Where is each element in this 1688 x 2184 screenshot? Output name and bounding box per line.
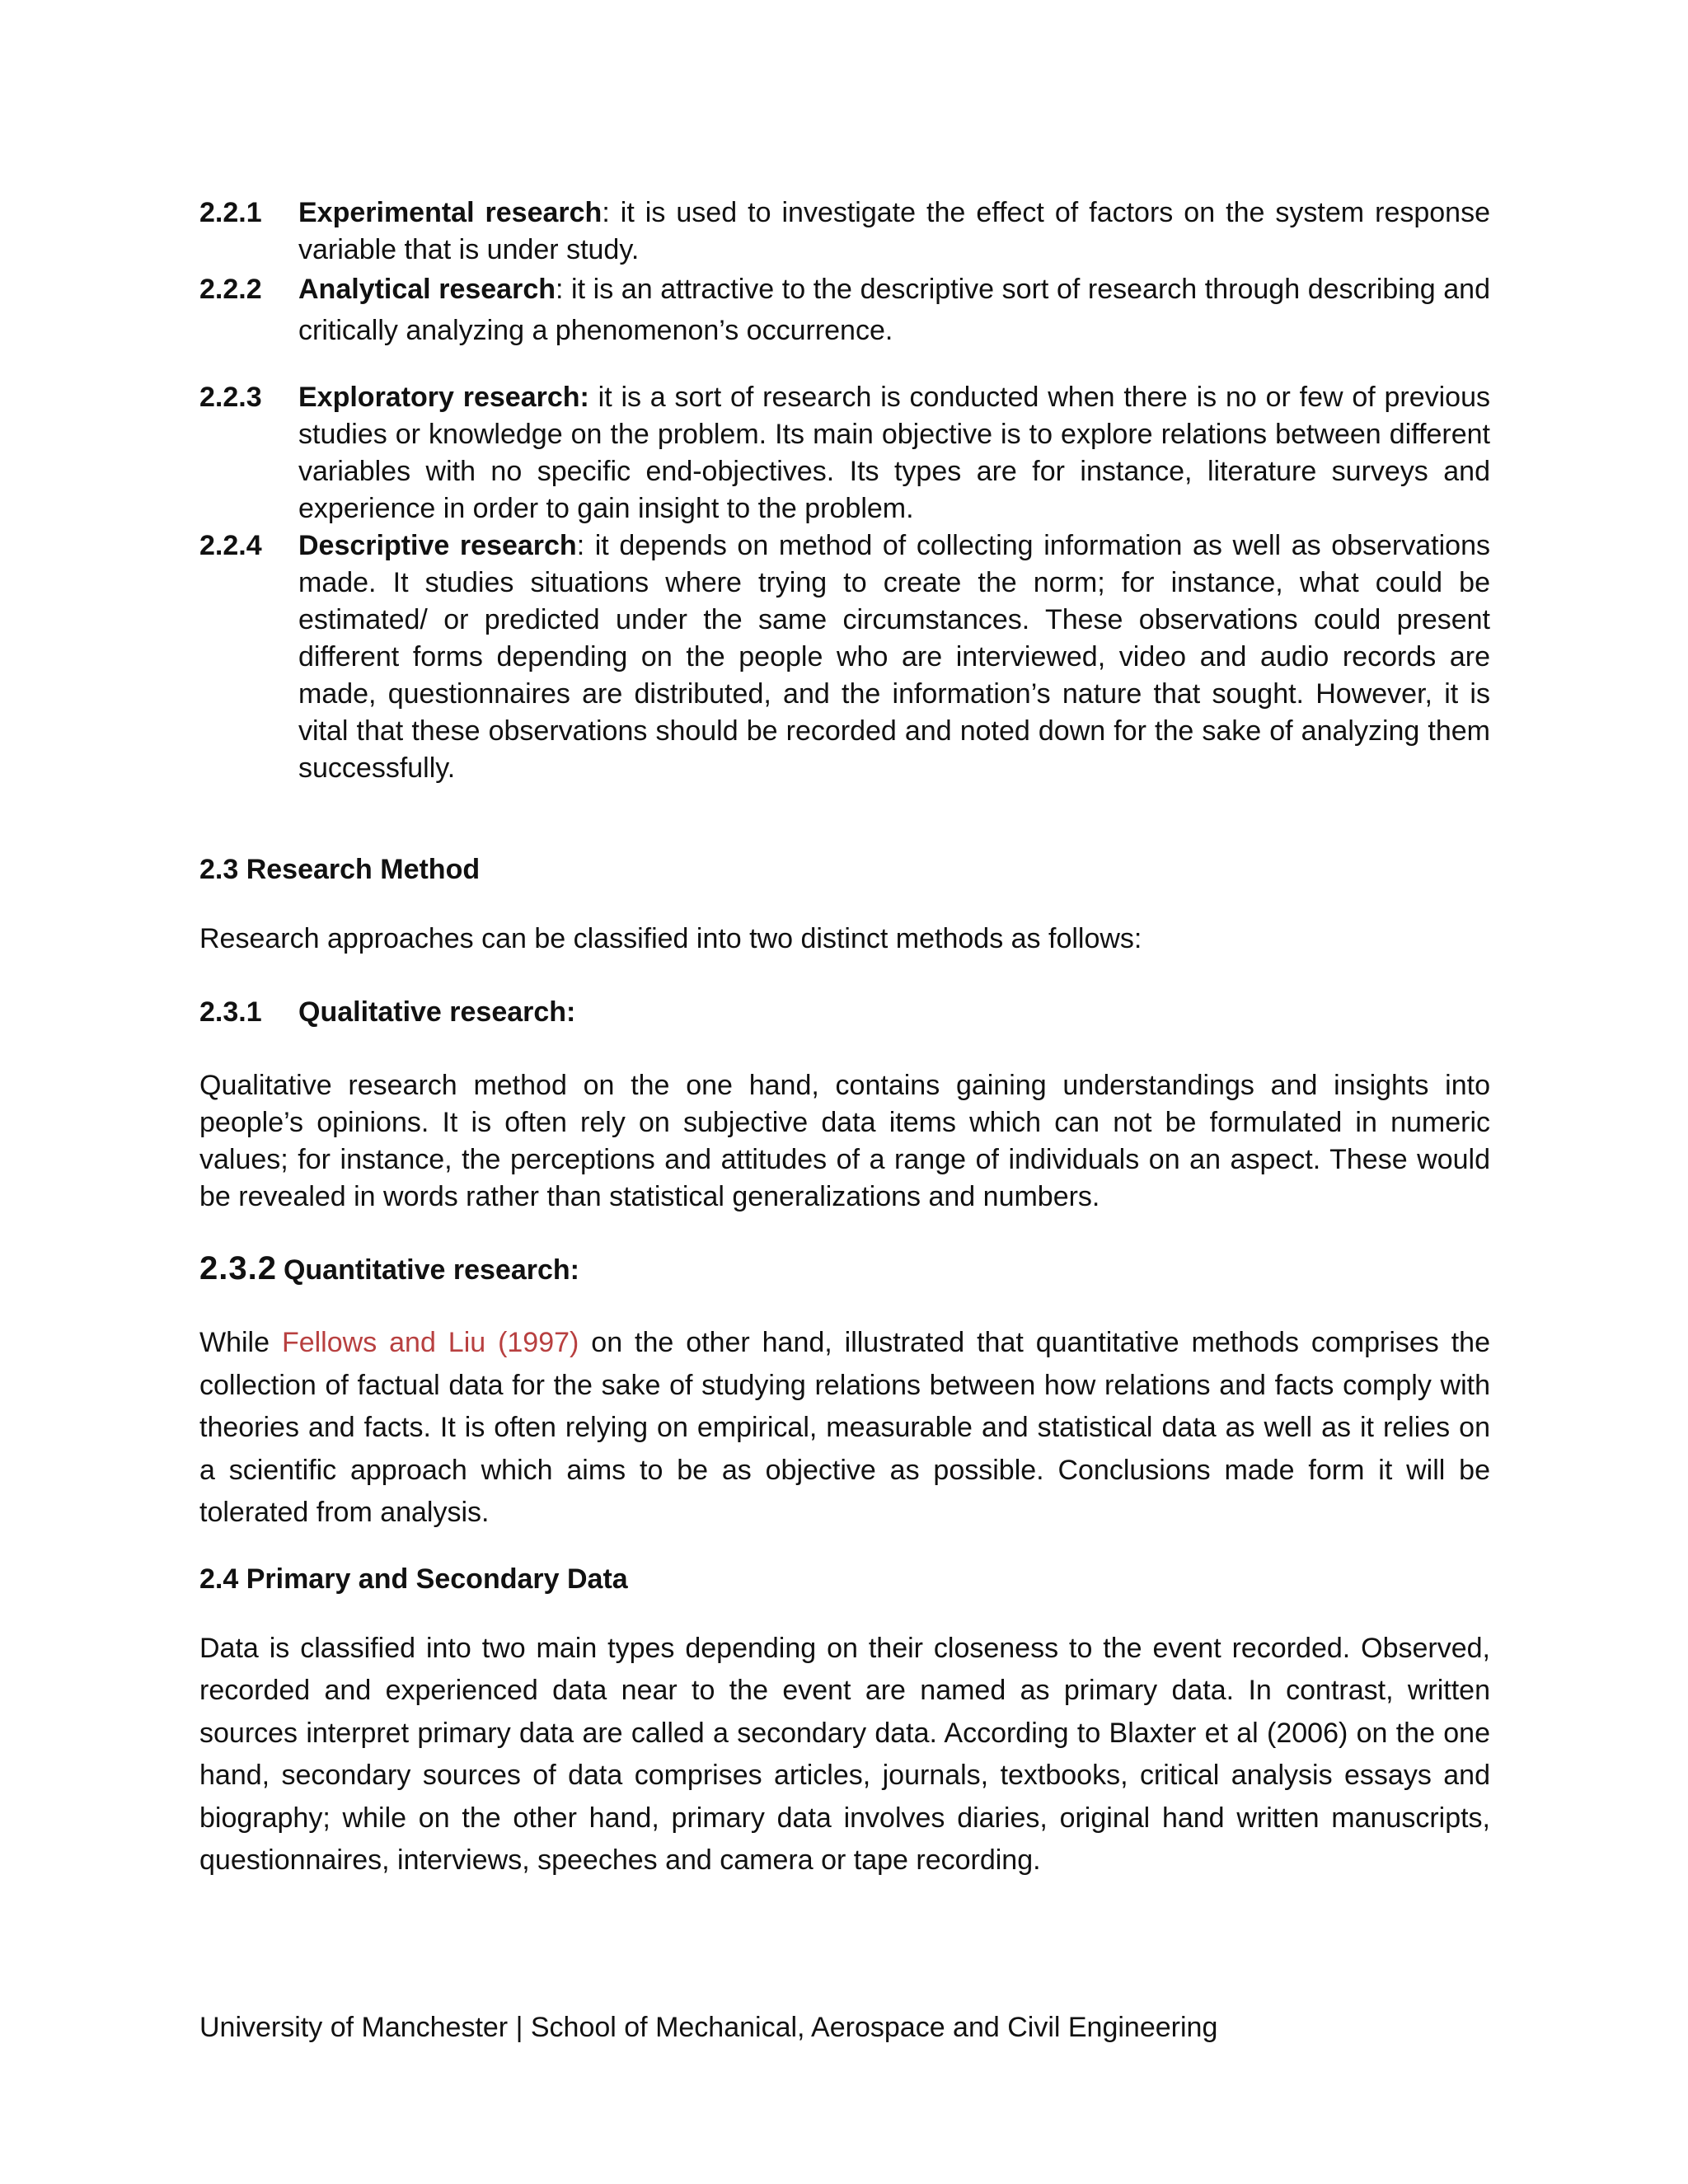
list-item-2-2-2 bbox=[199, 269, 1490, 351]
quantitative-body bbox=[199, 1322, 1490, 1535]
subsection-heading-2-3-2 bbox=[199, 1250, 1490, 1289]
list-item-2-2-4 bbox=[199, 527, 1490, 787]
item-number: 2.2.3 bbox=[199, 382, 262, 413]
citation-link[interactable]: Fellows and Liu (1997) bbox=[281, 1327, 579, 1358]
item-description: : it depends on method of collecting information as well as observations made. It studies situations where trying to create the norm; for instance, what could be estimated/ or predicted under the same circumstances. These observations could present different forms depending on the people who are interviewed, video and audio records are made, questionnaires are distributed, and the information’s nature that sought. However, it is vital that these observations should be recorded and noted down for the sake of analyzing them successfully. bbox=[298, 530, 1490, 784]
item-term: Descriptive research bbox=[298, 530, 577, 561]
subsection-number: 2.3.1 bbox=[199, 996, 262, 1028]
item-term: Analytical research bbox=[298, 274, 556, 305]
subsection-title: Qualitative research: bbox=[298, 996, 576, 1028]
section-2-3-intro: Research approaches can be classified into two distinct methods as follows: bbox=[199, 923, 1142, 954]
page-footer: University of Manchester | School of Mechanical, Aerospace and Civil Engineering bbox=[199, 2012, 1218, 2043]
item-number: 2.2.2 bbox=[199, 274, 262, 305]
data-types-body: Data is classified into two main types depending on their closeness to the event recorded. Observed, recorded and experienced data near to the event are named as primary data. In contrast, written sources interpret primary data are called a secondary data. According to Blaxter et al (2006) on the one hand, secondary sources of data comprises articles, journals, textbooks, critical analysis essays and biography; while on the other hand, primary data involves diaries, original hand written manuscripts, questionnaires, interviews, speeches and camera or tape recording. bbox=[199, 1632, 1490, 1876]
qualitative-body: Qualitative research method on the one hand, contains gaining understandings and insights into people’s opinions. It is often rely on subjective data items which can not be formulated in numeric values; for instance, the perceptions and attitudes of a range of individuals on an aspect. These would be revealed in words rather than statistical generalizations and numbers. bbox=[199, 1070, 1490, 1212]
item-description: : it is an attractive to the descriptive sort of research through describing and critically analyzing a phenomenon’s occurrence. bbox=[298, 274, 1491, 346]
item-term: Exploratory research: bbox=[298, 382, 589, 413]
body-text: on the other hand, illustrated that quantitative methods comprises the collection of factual data for the sake of studying relations between how relations and facts comply with theories and facts. It is often relying on empirical, measurable and statistical data as well as it relies on a scientific approach which aims to be as objective as possible. Conclusions made form it will be tolerated from analysis. bbox=[199, 1327, 1490, 1528]
subsection-title: Quantitative research: bbox=[283, 1254, 579, 1286]
section-heading-2-4: 2.4 Primary and Secondary Data bbox=[199, 1563, 628, 1595]
item-description: it is a sort of research is conducted when there is no or few of previous studies or knowledge on the problem. Its main objective is to explore relations between different variables with no specific end-objectives. Its types are for instance, literature surveys and experience in order to gain insight to the problem. bbox=[298, 382, 1490, 524]
item-description: : it is used to investigate the effect of factors on the system response variable that is under study. bbox=[298, 197, 1490, 265]
item-term: Experimental research bbox=[298, 197, 603, 228]
item-text bbox=[298, 379, 1490, 527]
item-text bbox=[298, 269, 1490, 351]
item-number: 2.2.1 bbox=[199, 197, 262, 228]
item-text bbox=[298, 527, 1490, 787]
page-content bbox=[199, 194, 1490, 1882]
list-item-2-2-3 bbox=[199, 379, 1490, 527]
section-heading-2-3: 2.3 Research Method bbox=[199, 854, 481, 885]
subsection-number: 2.3.2 bbox=[199, 1250, 277, 1286]
list-item-2-2-1 bbox=[199, 194, 1490, 269]
subsection-heading-2-3-1 bbox=[199, 994, 1490, 1031]
body-text: While bbox=[199, 1327, 282, 1358]
item-number: 2.2.4 bbox=[199, 530, 262, 561]
item-text bbox=[298, 194, 1490, 269]
